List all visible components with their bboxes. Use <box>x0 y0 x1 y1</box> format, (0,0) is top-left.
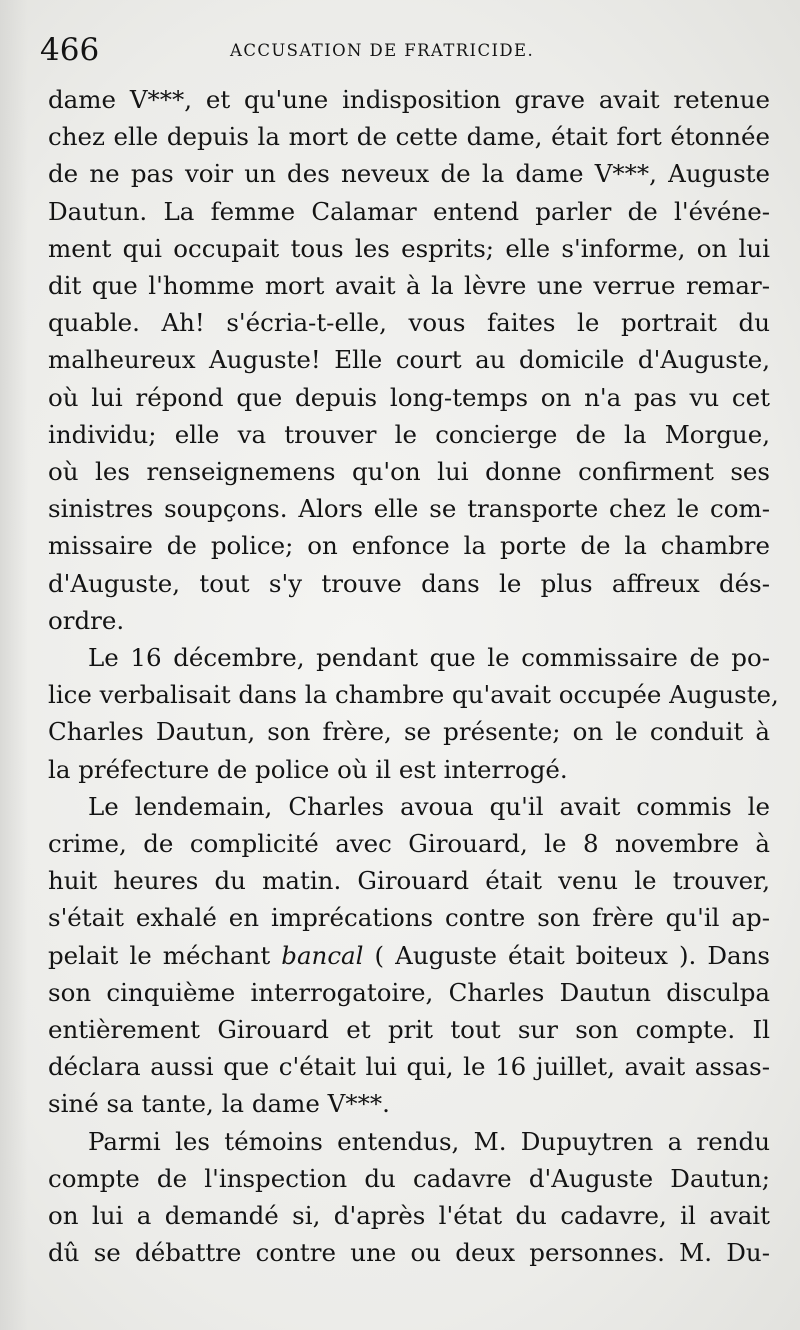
text-line: individu; elle va trouver le concierge de la Morgue, <box>48 419 770 449</box>
text-line: quable. Ah! s'écria-t-elle, vous faites le portrait du <box>48 308 770 338</box>
text-line: ment qui occupait tous les esprits; elle s'informe, on lui <box>48 233 770 263</box>
text-line: s'était exhalé en imprécations contre son frère qu'il ap- <box>48 903 770 933</box>
text-line: Dautun. La femme Calamar entend parler de l'événe- <box>48 196 770 226</box>
text-line: Le 16 décembre, pendant que le commissaire de po- <box>88 643 770 672</box>
page-number: 466 <box>40 32 100 68</box>
text-line: déclara aussi que c'était lui qui, le 16 juillet, avait assas- <box>48 1052 770 1082</box>
text-line: on lui a demandé si, d'après l'état du cadavre, il avait <box>48 1201 770 1230</box>
text-line: son cinquième interrogatoire, Charles Dautun disculpa <box>48 977 770 1007</box>
text-line: malheureux Auguste! Elle court au domicile d'Auguste, <box>48 345 770 375</box>
page-gutter-shadow <box>0 0 28 1330</box>
running-head: ACCUSATION DE FRATRICIDE. <box>230 41 535 60</box>
text-line: dû se débattre contre une ou deux personnes. M. Du- <box>48 1238 770 1268</box>
text-line: dit que l'homme mort avait à la lèvre une verrue remar- <box>48 271 770 300</box>
text-line: Charles Dautun, son frère, se présente; on le conduit à <box>48 717 770 747</box>
text-line: compte de l'inspection du cadavre d'Auguste Dautun; <box>48 1163 770 1193</box>
text-line: la préfecture de police où il est interrogé. <box>48 754 568 784</box>
text-line: crime, de complicité avec Girouard, le 8 novembre à <box>48 829 770 858</box>
text-line: dame V***, et qu'une indisposition grave avait retenue <box>48 85 770 114</box>
text-line: pelait le méchant bancal ( Auguste était boiteux ). Dans <box>48 940 771 970</box>
text-line: sinistres soupçons. Alors elle se transporte chez le com- <box>48 494 770 524</box>
text-line: Le lendemain, Charles avoua qu'il avait commis le <box>88 791 770 821</box>
text-line: chez elle depuis la mort de cette dame, était fort étonnée <box>48 122 770 152</box>
text-line: Parmi les témoins entendus, M. Dupuytren a rendu <box>88 1126 770 1156</box>
text-line: entièrement Girouard et prit tout sur son compte. Il <box>48 1015 770 1044</box>
page-header <box>40 28 770 72</box>
text-line: siné sa tante, la dame V***. <box>48 1089 390 1119</box>
text-line: missaire de police; on enfonce la porte de la chambre <box>48 531 770 561</box>
text-line: où les renseignemens qu'on lui donne confirment ses <box>48 457 770 486</box>
text-line: de ne pas voir un des neveux de la dame V***, Auguste <box>48 159 770 189</box>
text-line: lice verbalisait dans la chambre qu'avait occupée Auguste, <box>48 680 779 710</box>
italic-word: bancal <box>281 940 364 970</box>
text-line: d'Auguste, tout s'y trouve dans le plus affreux dés- <box>48 568 770 598</box>
text-line: ordre. <box>48 605 125 635</box>
text-line: où lui répond que depuis long-temps on n'a pas vu cet <box>48 382 770 412</box>
text-line: huit heures du matin. Girouard était venu le trouver, <box>48 866 770 896</box>
